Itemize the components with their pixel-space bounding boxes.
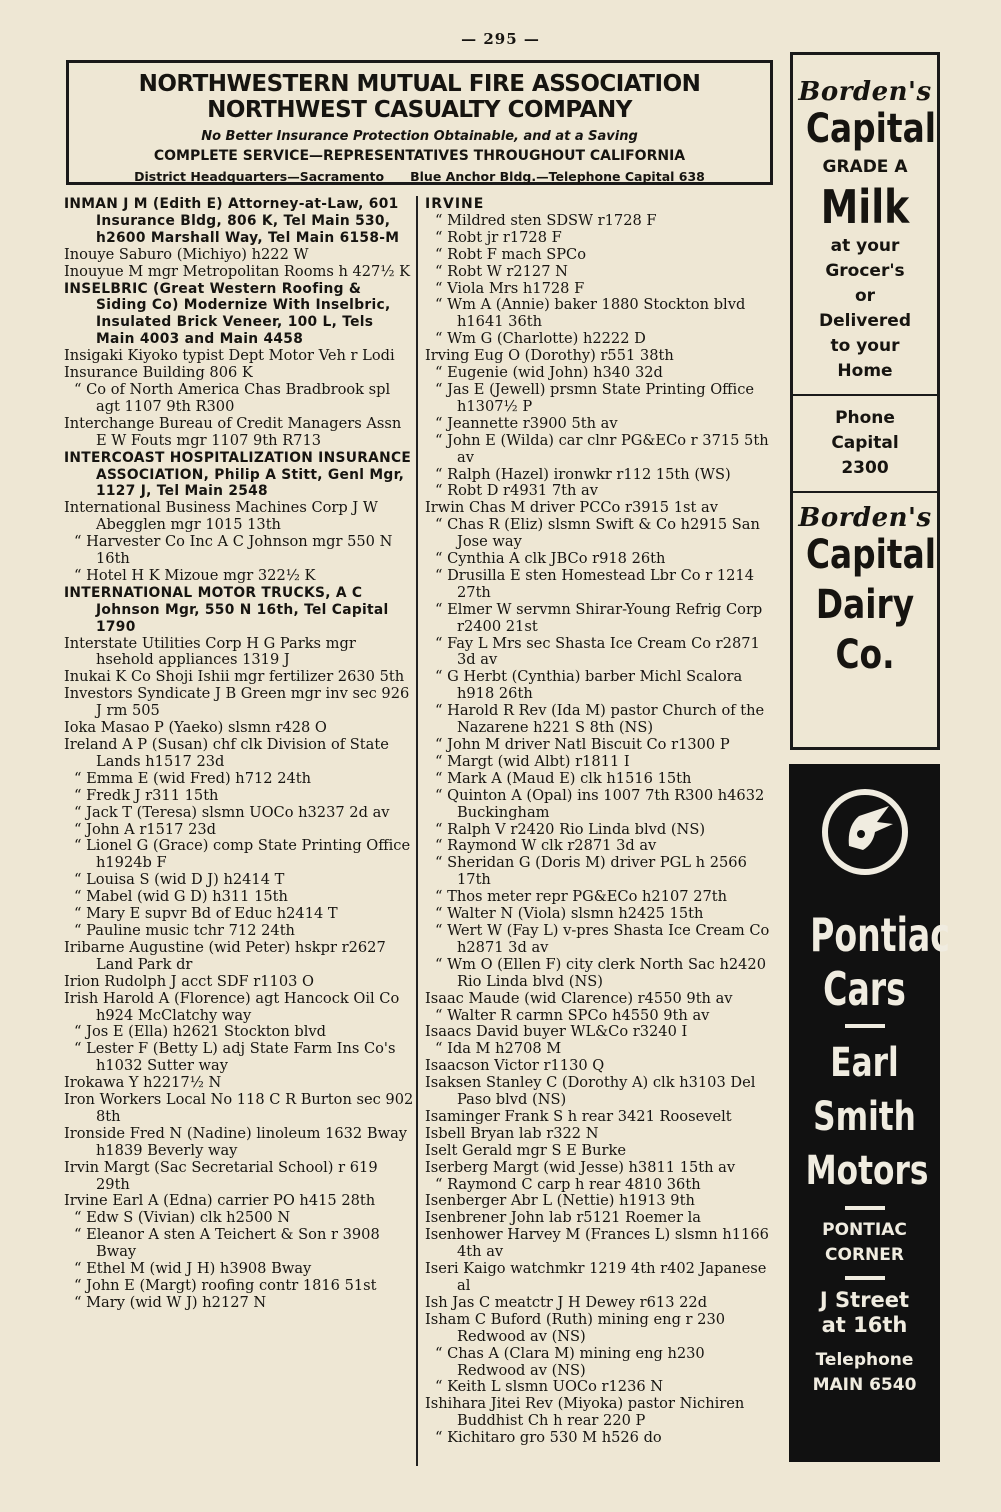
directory-entry: “ Hotel H K Mizoue mgr 322½ K bbox=[74, 566, 316, 584]
directory-entry: “ Robt W r2127 N bbox=[435, 262, 568, 280]
directory-entry: Iselt Gerald mgr S E Burke bbox=[425, 1141, 626, 1159]
directory-entry: Isenhower Harvey M (Frances L) slsmn h1166 4th av bbox=[425, 1226, 769, 1261]
directory-entry: “ Robt F mach SPCo bbox=[435, 245, 587, 263]
ad-line-f: Home bbox=[837, 361, 893, 381]
directory-entry: “ Co of North America Chas Bradbrook spl agt 1107 9th R300 bbox=[74, 380, 391, 415]
directory-entry: Iron Workers Local No 118 C R Burton sec 902 8th bbox=[64, 1091, 414, 1125]
ad-capital: Capital bbox=[805, 106, 936, 152]
directory-entry: “ Quinton A (Opal) ins 1007 7th R300 h4632 Buckingham bbox=[435, 786, 765, 821]
directory-entry: “ Mary (wid W J) h2127 N bbox=[74, 1293, 267, 1311]
right-column bbox=[425, 196, 777, 1447]
directory-entry: INSELBRIC (Great Western Roofing & Siding Co) Modernize With Inselbric, Insulated Brick Veneer, 100 L, Tels Main 4003 and Main 4458 bbox=[64, 280, 391, 348]
directory-entry: INTERNATIONAL MOTOR TRUCKS, A C Johnson Mgr, 550 N 16th, Tel Capital 1790 bbox=[64, 584, 389, 635]
directory-entry: Ironside Fred N (Nadine) linoleum 1632 Bway h1839 Beverly way bbox=[64, 1124, 408, 1159]
directory-entry: “ Fredk J r311 15th bbox=[74, 786, 219, 804]
directory-entry: “ Thos meter repr PG&ECo h2107 27th bbox=[435, 888, 728, 906]
directory-entry: “ Margt (wid Albt) r1811 I bbox=[435, 752, 630, 770]
directory-entry: “ Jack T (Teresa) slsmn UOCo h3237 2d av bbox=[74, 803, 390, 821]
directory-entry: “ John E (Margt) roofing contr 1816 51st bbox=[74, 1277, 377, 1294]
directory-entry: Inouye Saburo (Michiyo) h222 W bbox=[64, 245, 309, 263]
directory-entry: Irokawa Y h2217½ N bbox=[64, 1074, 222, 1092]
directory-entry: “ Robt jr r1728 F bbox=[435, 228, 562, 246]
directory-entry: “ Lionel G (Grace) comp State Printing Office h1924b F bbox=[74, 837, 411, 872]
ad-grade: GRADE A bbox=[822, 157, 908, 177]
directory-entry: “ Harvester Co Inc A C Johnson mgr 550 N 16th bbox=[74, 533, 393, 568]
directory-entry: “ Ralph V r2420 Rio Linda blvd (NS) bbox=[435, 820, 706, 838]
directory-entry: “ Jeannette r3900 5th av bbox=[435, 414, 618, 432]
ad-line-a: at your bbox=[830, 236, 900, 256]
directory-entry: Irwin Chas M driver PCCo r3915 1st av bbox=[425, 499, 718, 517]
directory-entry: Iserberg Margt (wid Jesse) h3811 15th av bbox=[425, 1158, 736, 1176]
directory-entry: “ Mary E supvr Bd of Educ h2414 T bbox=[74, 905, 338, 923]
directory-entry: “ Ida M h2708 M bbox=[435, 1040, 562, 1058]
directory-entry: “ Wm A (Annie) baker 1880 Stockton blvd h1641 36th bbox=[435, 296, 746, 331]
directory-entry: “ Louisa S (wid D J) h2414 T bbox=[74, 871, 285, 889]
directory-entry: Isbell Bryan lab r322 N bbox=[425, 1124, 599, 1142]
directory-entry: “ Elmer W servmn Shirar-Young Refrig Corp r2400 21st bbox=[435, 600, 763, 635]
ad-smith: Smith bbox=[813, 1094, 916, 1140]
directory-entry: Isaac Maude (wid Clarence) r4550 9th av bbox=[425, 989, 733, 1007]
ad-line-e: to your bbox=[830, 336, 900, 356]
directory-entry: Isaacson Victor r1130 Q bbox=[425, 1057, 605, 1075]
directory-entry: Inukai K Co Shoji Ishii mgr fertilizer 2630 5th bbox=[64, 668, 405, 686]
directory-entry: “ Kichitaro gro 530 M h526 do bbox=[435, 1429, 662, 1447]
directory-entry: Irish Harold A (Florence) agt Hancock Oil Co h924 McClatchy way bbox=[64, 989, 400, 1024]
ad-phone-exchange: Capital bbox=[831, 433, 899, 453]
directory-entry: “ Drusilla E sten Homestead Lbr Co r 1214 27th bbox=[435, 566, 754, 601]
ad-line-c: or bbox=[854, 286, 876, 306]
ad-earl: Earl bbox=[830, 1040, 899, 1086]
directory-entry: “ Emma E (wid Fred) h712 24th bbox=[74, 769, 312, 787]
directory-entry: Irion Rudolph J acct SDF r1103 O bbox=[64, 972, 315, 990]
left-column bbox=[64, 196, 414, 1312]
ad-divider bbox=[793, 491, 937, 493]
directory-entry: “ Walter R carmn SPCo h4550 9th av bbox=[435, 1006, 710, 1024]
directory-entry: Isenberger Abr L (Nettie) h1913 9th bbox=[425, 1192, 695, 1210]
directory-entry: “ G Herbt (Cynthia) barber Michl Scalora h918 26th bbox=[435, 668, 743, 703]
directory-entry: “ John A r1517 23d bbox=[74, 820, 217, 838]
ad-company-2: NORTHWEST CASUALTY COMPANY bbox=[207, 97, 632, 123]
ad-corner-2: CORNER bbox=[825, 1245, 904, 1265]
directory-entry: Insigaki Kiyoko typist Dept Motor Veh r Lodi bbox=[64, 347, 395, 365]
ad-telephone: Telephone bbox=[815, 1350, 914, 1370]
directory-entry: “ Keith L slsmn UOCo r1236 N bbox=[435, 1378, 664, 1396]
directory-entry: “ Chas R (Eliz) slsmn Swift & Co h2915 San Jose way bbox=[435, 516, 760, 551]
directory-entry: “ Edw S (Vivian) clk h2500 N bbox=[74, 1209, 291, 1227]
directory-entry: “ John M driver Natl Biscuit Co r1300 P bbox=[435, 736, 730, 753]
directory-entry: Inouyue M mgr Metropolitan Rooms h 427½ K bbox=[64, 262, 411, 280]
ad-phone-number: 2300 bbox=[841, 458, 889, 478]
directory-entry: Insurance Building 806 K bbox=[64, 364, 253, 382]
ad-company-1: NORTHWESTERN MUTUAL FIRE ASSOCIATION bbox=[138, 71, 701, 97]
ad-building: Blue Anchor Bldg.—Telephone Capital 638 bbox=[410, 169, 705, 184]
directory-entry: “ Walter N (Viola) slsmn h2425 15th bbox=[435, 905, 704, 923]
directory-entry: “ Pauline music tchr 712 24th bbox=[74, 921, 295, 939]
ad-service: COMPLETE SERVICE—REPRESENTATIVES THROUGHOUT CALIFORNIA bbox=[153, 148, 686, 164]
ad-line-d: Delivered bbox=[819, 311, 911, 331]
insurance-advertisement bbox=[66, 60, 773, 185]
page-number: — 295 — bbox=[461, 30, 540, 48]
directory-entry: “ Wm O (Ellen F) city clerk North Sac h2420 Rio Linda blvd (NS) bbox=[435, 955, 767, 990]
bordens-logo: Borden's bbox=[798, 503, 932, 533]
ad-tagline: No Better Insurance Protection Obtainable, and at a Saving bbox=[201, 129, 638, 144]
ad-street-1: J Street bbox=[819, 1288, 910, 1312]
directory-entry: Isaksen Stanley C (Dorothy A) clk h3103 Del Paso blvd (NS) bbox=[425, 1074, 756, 1109]
ad-dairy: Dairy bbox=[815, 582, 915, 628]
directory-entry: “ Raymond C carp h rear 4810 36th bbox=[435, 1175, 701, 1193]
directory-entry: Ish Jas C meatctr J H Dewey r613 22d bbox=[425, 1293, 708, 1311]
bordens-logo: Borden's bbox=[798, 77, 932, 107]
pontiac-advertisement bbox=[789, 764, 950, 1462]
pontiac-indian-head-icon bbox=[789, 786, 940, 882]
directory-entry: “ Jos E (Ella) h2621 Stockton blvd bbox=[74, 1023, 326, 1041]
directory-entry: “ Fay L Mrs sec Shasta Ice Cream Co r2871 3d av bbox=[435, 634, 760, 669]
directory-entry: “ Sheridan G (Doris M) driver PGL h 2566 17th bbox=[435, 854, 747, 889]
directory-entry: Isaacs David buyer WL&Co r3240 I bbox=[425, 1023, 688, 1041]
directory-entry: Iseri Kaigo watchmkr 1219 4th r402 Japanese al bbox=[425, 1260, 767, 1294]
directory-entry: “ Mildred sten SDSW r1728 F bbox=[435, 211, 657, 229]
ad-capital-dairy: Capital bbox=[805, 532, 936, 578]
directory-entry: Iribarne Augustine (wid Peter) hskpr r2627 Land Park dr bbox=[64, 938, 386, 973]
ad-milk: Milk bbox=[820, 180, 910, 234]
directory-entry: Ishihara Jitei Rev (Miyoka) pastor Nichiren Buddhist Ch h rear 220 P bbox=[425, 1395, 745, 1430]
directory-entry: IRVINE bbox=[425, 196, 485, 212]
ad-telephone-number: MAIN 6540 bbox=[812, 1375, 917, 1395]
ad-street-2: at 16th bbox=[821, 1313, 908, 1337]
ad-divider bbox=[793, 394, 937, 396]
directory-entry: “ Eleanor A sten A Teichert & Son r 3908 Bway bbox=[74, 1226, 380, 1261]
directory-entry: INTERCOAST HOSPITALIZATION INSURANCE ASSOCIATION, Philip A Stitt, Genl Mgr, 1127 J, Tel Main 2548 bbox=[64, 449, 412, 500]
column-divider bbox=[416, 196, 418, 1466]
directory-entry: Ireland A P (Susan) chf clk Division of State Lands h1517 23d bbox=[64, 736, 389, 770]
directory-entry: “ John E (Wilda) car clnr PG&ECo r 3715 5th av bbox=[435, 431, 769, 466]
directory-entry: Ioka Masao P (Yaeko) slsmn r428 O bbox=[64, 719, 327, 737]
directory-entry: “ Mark A (Maud E) clk h1516 15th bbox=[435, 769, 692, 787]
ad-bar bbox=[845, 1206, 885, 1210]
directory-entry: International Business Machines Corp J W Abegglen mgr 1015 13th bbox=[64, 499, 378, 534]
directory-entry: Irvine Earl A (Edna) carrier PO h415 28th bbox=[64, 1192, 376, 1210]
directory-entry: “ Harold R Rev (Ida M) pastor Church of the Nazarene h221 S 8th (NS) bbox=[435, 702, 765, 737]
directory-entry: “ Lester F (Betty L) adj State Farm Ins Co's h1032 Sutter way bbox=[74, 1040, 396, 1075]
ad-corner-1: PONTIAC bbox=[822, 1220, 907, 1240]
directory-entry: “ Raymond W clk r2871 3d av bbox=[435, 837, 657, 855]
ad-phone: Phone bbox=[835, 408, 895, 428]
bordens-milk-advertisement bbox=[790, 52, 940, 750]
directory-entry: INMAN J M (Edith E) Attorney-at-Law, 601 Insurance Bldg, 806 K, Tel Main 530, h2600 Marshall Way, Tel Main 6158-M bbox=[64, 196, 400, 246]
directory-entry: Investors Syndicate J B Green mgr inv sec 926 J rm 505 bbox=[64, 685, 410, 720]
directory-entry: “ Robt D r4931 7th av bbox=[435, 482, 598, 500]
directory-entry: Isaminger Frank S h rear 3421 Roosevelt bbox=[425, 1107, 732, 1125]
ad-co: Co. bbox=[835, 632, 895, 678]
directory-entry: Isham C Buford (Ruth) mining eng r 230 Redwood av (NS) bbox=[425, 1310, 726, 1345]
directory-entry: “ Ralph (Hazel) ironwkr r112 15th (WS) bbox=[435, 465, 731, 483]
directory-entry: Irvin Margt (Sac Secretarial School) r 619 29th bbox=[64, 1158, 378, 1193]
directory-entry: Isenbrener John lab r5121 Roemer la bbox=[425, 1209, 701, 1227]
ad-motors: Motors bbox=[805, 1148, 929, 1194]
ad-line-b: Grocer's bbox=[825, 261, 905, 281]
directory-entry: “ Mabel (wid G D) h311 15th bbox=[74, 888, 288, 906]
directory-entry: “ Viola Mrs h1728 F bbox=[435, 279, 585, 297]
ad-cars: Cars bbox=[823, 962, 906, 1016]
directory-entry: Interchange Bureau of Credit Managers Assn E W Fouts mgr 1107 9th R713 bbox=[64, 414, 402, 449]
directory-entry: “ Wm G (Charlotte) h2222 D bbox=[435, 330, 646, 348]
ad-bar bbox=[845, 1024, 885, 1028]
directory-entry: Interstate Utilities Corp H G Parks mgr hsehold appliances 1319 J bbox=[64, 634, 356, 669]
directory-entry: “ Wert W (Fay L) v-pres Shasta Ice Cream Co h2871 3d av bbox=[435, 921, 770, 956]
directory-entry: “ Chas A (Clara M) mining eng h230 Redwood av (NS) bbox=[435, 1344, 705, 1379]
directory-entry: “ Jas E (Jewell) prsmn State Printing Office h1307½ P bbox=[435, 380, 755, 415]
directory-entry: “ Ethel M (wid J H) h3908 Bway bbox=[74, 1260, 312, 1278]
ad-bar bbox=[845, 1276, 885, 1280]
directory-entry: “ Eugenie (wid John) h340 32d bbox=[435, 364, 663, 382]
ad-headquarters: District Headquarters—Sacramento bbox=[134, 169, 385, 184]
directory-entry: “ Cynthia A clk JBCo r918 26th bbox=[435, 550, 666, 568]
ad-pontiac: Pontiac bbox=[810, 908, 950, 962]
directory-entry: Irving Eug O (Dorothy) r551 38th bbox=[425, 347, 674, 365]
